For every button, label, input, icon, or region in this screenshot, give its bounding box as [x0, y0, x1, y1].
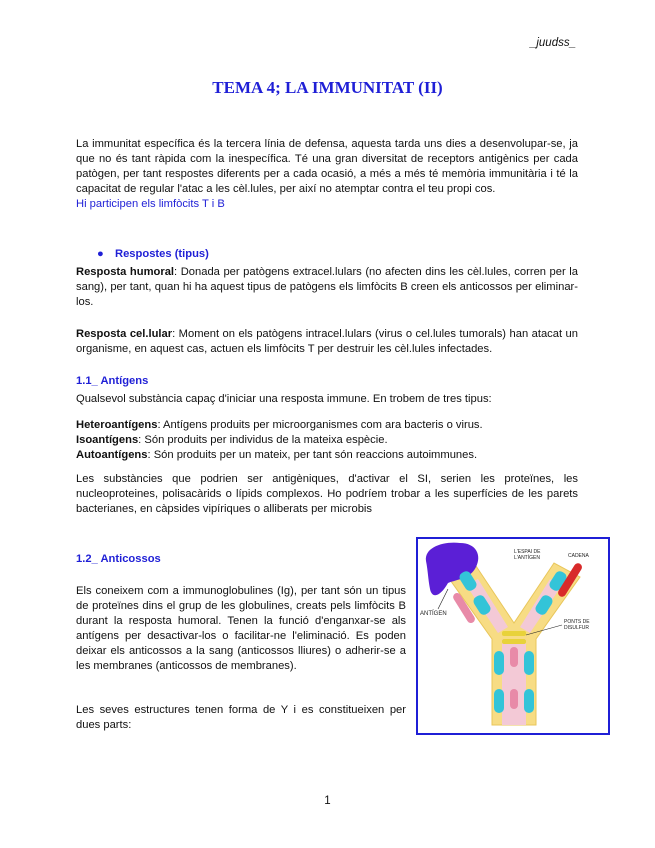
humoral-paragraph [76, 265, 578, 310]
type-text: : Antígens produits per microorganismes com ara bacteris o virus. [157, 419, 483, 431]
type-text: : Són produits per un mateix, per tant són reaccions autoimmunes. [147, 449, 478, 461]
antigens-intro: Qualsevol substància capaç d'iniciar una resposta immune. En trobem de tres tipus: [76, 393, 492, 405]
list-item [76, 448, 578, 463]
stem-pill [494, 689, 504, 713]
intro-text: La immunitat específica és la tercera línia de defensa, aquesta tarda uns dies a desenvolupar-se, ja que no és tant ràpida com la inespecífica. Té una gran diversitat de receptors antigènics per cada patògen, per tant respostes diferents per a cada ocasió, a més a més té memòria immunitària i té la capacitat de regular l'atac a les cèl.lules, per així no atemptar contra el teu propi cos. [76, 138, 578, 195]
bullet-icon: ● [97, 248, 104, 260]
type-text: : Són produits per individus de la mateixa espècie. [138, 434, 388, 446]
anticossos-paragraph-2: Les seves estructures tenen forma de Y i es constitueixen per dues parts: [76, 704, 406, 731]
celular-paragraph [76, 327, 578, 357]
intro-paragraph [76, 137, 578, 212]
page-number: 1 [324, 795, 331, 807]
stem-pill [494, 651, 504, 675]
label-top-2: L'ANTÍGEN [514, 555, 540, 561]
antigens-heading: 1.1_ Antígens [76, 375, 149, 387]
type-term: Heteroantígens [76, 419, 158, 431]
stem-pill [524, 651, 534, 675]
label-hinge-2: DISULFUR [564, 625, 590, 631]
respostes-heading: Respostes (tipus) [115, 248, 209, 260]
author-signature: _juudss_ [529, 37, 576, 49]
anticossos-heading: 1.2_ Anticossos [76, 553, 161, 565]
label-top-1: L'ESPAI DE [514, 549, 541, 555]
anticossos-paragraph-1: Els coneixem com a immunoglobulines (Ig), per tant són un tipus de proteïnes dins el grup de les globulines, creats pels limfòcits B durant la resposta humoral. Tenen la funció d'enganxar-se als antígens per desactivar-los o facilitar-ne l'eliminació. Es poden deixar els anticossos a la sang (anticossos lliures) o adherir-se a les membranes (anticossos de membranes). [76, 585, 406, 672]
respostes-heading-row [97, 247, 415, 262]
stem-pill [510, 689, 518, 709]
type-term: Isoantígens [76, 434, 139, 446]
humoral-term: Resposta humoral [76, 266, 175, 278]
stem-pill [510, 647, 518, 667]
label-hinge-1: PONTS DE [564, 619, 590, 625]
celular-term: Resposta cel.lular [76, 328, 173, 340]
label-antigen: ANTÍGEN [420, 611, 447, 617]
list-item [76, 433, 578, 448]
humoral-text: : Donada per patògens extracel.lulars (no afecten dins les cèl.lules, corren per la sang), per tant, quan hi ha aquest tipus de patògens els limfòcits B creen els anticossos per eliminar-los. [76, 266, 578, 308]
disulfide-bridge-2 [502, 639, 526, 644]
celular-text: : Moment on els patògens intracel.lulars (virus o cel.lules tumorals) han atacat un organisme, en aquest cas, actuen els limfòcits T per destruir les cèl.lules infectades. [76, 328, 578, 355]
stem-pill [524, 689, 534, 713]
antibody-diagram [418, 539, 608, 733]
antigens-closing: Les substàncies que podrien ser antigèniques, d'activar el SI, serien les proteïnes, les nucleoproteines, polisacàrids o lípids complexos. Ho podríem trobar a les superfícies de les parets bacterianes, en càpsides vipíriques o alliberats per microbis [76, 473, 578, 515]
list-item [76, 418, 578, 433]
intro-highlight: Hi participen els limfòcits T i B [76, 198, 225, 210]
antibody-figure [416, 537, 610, 735]
disulfide-bridge-1 [502, 631, 526, 636]
antigen-types-list [76, 418, 578, 463]
label-right: CADENA [568, 553, 589, 559]
type-term: Autoantígens [76, 449, 148, 461]
page-title: TEMA 4; LA IMMUNITAT (II) [212, 78, 443, 97]
